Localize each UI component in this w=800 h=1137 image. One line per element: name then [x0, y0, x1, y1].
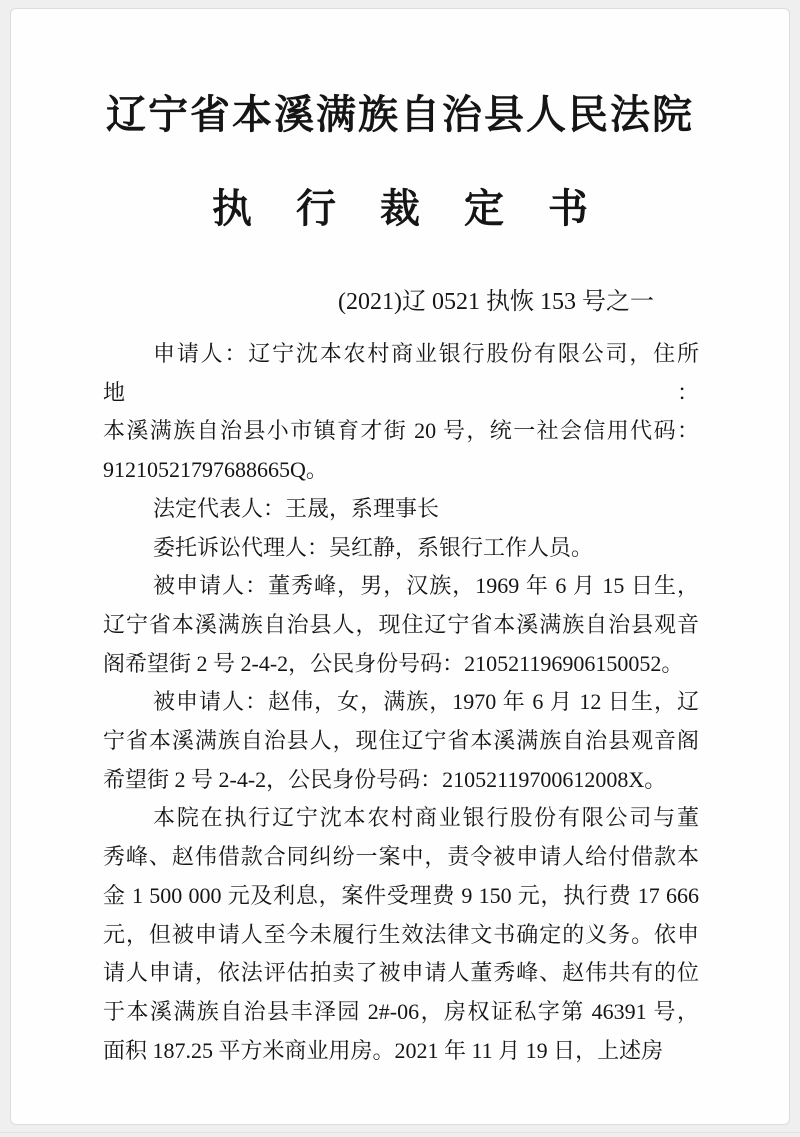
body-line-findings-7: 面积 187.25 平方米商业用房。2021 年 11 月 19 日，上述房	[103, 1037, 664, 1063]
body-line-legal-representative: 法定代表人：王晟，系理事长	[153, 495, 440, 521]
body-line-findings-1: 本院在执行辽宁沈本农村商业银行股份有限公司与董	[153, 805, 699, 831]
body-line-respondent1-3: 阁希望街 2 号 2-4-2，公民身份号码：210521196906150052。	[103, 650, 684, 676]
body-line-findings-4: 元，但被申请人至今未履行生效法律文书确定的义务。依申	[103, 921, 699, 947]
court-name: 辽宁省本溪满族自治县人民法院	[106, 92, 694, 137]
body-line-respondent2-3: 希望街 2 号 2-4-2，公民身份号码：21052119700612008X。	[103, 766, 667, 792]
body-line-litigation-agent: 委托诉讼代理人：吴红静，系银行工作人员。	[153, 534, 594, 560]
body-line-respondent2-1: 被申请人：赵伟，女，满族，1970 年 6 月 12 日生，辽	[153, 689, 699, 715]
body-line-respondent1-2: 辽宁省本溪满族自治县人，现住辽宁省本溪满族自治县观音	[103, 611, 699, 637]
case-number: (2021)辽 0521 执恢 153 号之一	[338, 289, 654, 315]
document-body	[11, 335, 789, 1070]
body-line-findings-2: 秀峰、赵伟借款合同纠纷一案中，责令被申请人给付借款本	[103, 844, 699, 870]
body-line-applicant-2: 本溪满族自治县小市镇育才街 20 号，统一社会信用代码：	[103, 418, 699, 444]
body-line-respondent1-1: 被申请人：董秀峰，男，汉族，1969 年 6 月 15 日生，	[153, 573, 699, 599]
body-line-applicant-1: 申请人：辽宁沈本农村商业银行股份有限公司，住所地：	[103, 341, 699, 405]
document-title: 执 行 裁 定 书	[212, 186, 605, 231]
document-page	[10, 8, 790, 1125]
body-line-applicant-3: 91210521797688665Q。	[103, 457, 328, 483]
body-line-findings-3: 金 1 500 000 元及利息，案件受理费 9 150 元，执行费 17 666	[103, 882, 699, 908]
body-line-findings-6: 于本溪满族自治县丰泽园 2#-06，房权证私字第 46391 号，	[103, 998, 699, 1024]
body-line-respondent2-2: 宁省本溪满族自治县人，现住辽宁省本溪满族自治县观音阁	[103, 728, 699, 754]
body-line-findings-5: 请人申请，依法评估拍卖了被申请人董秀峰、赵伟共有的位	[103, 960, 699, 986]
